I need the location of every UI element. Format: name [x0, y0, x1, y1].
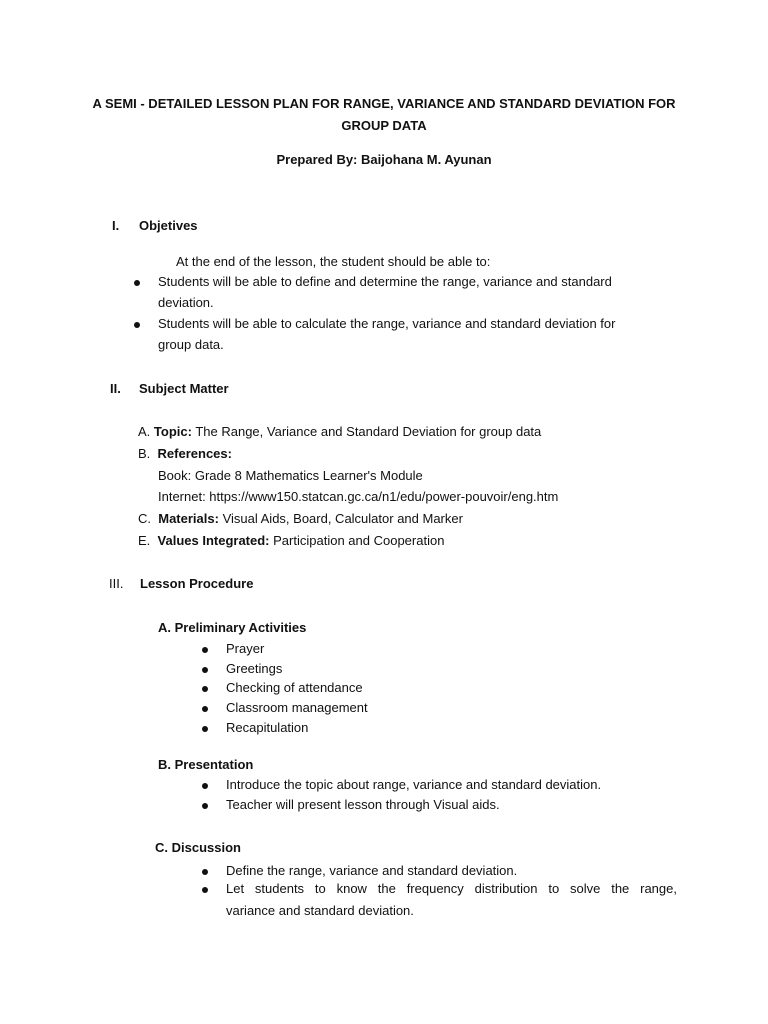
materials-value: Visual Aids, Board, Calculator and Marker — [222, 511, 463, 526]
bullet-icon — [202, 887, 208, 893]
materials-label: Materials: — [158, 511, 219, 526]
discussion-heading: C. Discussion — [155, 840, 241, 855]
materials-prefix: C. — [138, 511, 151, 526]
materials-line — [138, 511, 463, 527]
references-line — [138, 446, 232, 462]
references-prefix: B. — [138, 446, 151, 461]
reference-internet: Internet: https://www150.statcan.gc.ca/n1/edu/power-pouvoir/eng.htm — [158, 489, 559, 504]
discussion-item-2-line-1: Let students to know the frequency distribution to solve the range, — [226, 881, 677, 896]
objective-2-line-2: group data. — [158, 337, 224, 352]
objectives-intro: At the end of the lesson, the student should be able to: — [176, 254, 491, 269]
values-value: Participation and Cooperation — [273, 533, 445, 548]
preliminary-item: Checking of attendance — [226, 680, 363, 695]
section-numeral-subject-matter: II. — [110, 381, 121, 396]
prepared-by-name: Baijohana M. Ayunan — [361, 152, 492, 167]
bullet-icon — [202, 686, 208, 692]
references-label: References: — [157, 446, 232, 461]
section-heading-lesson-procedure: Lesson Procedure — [140, 576, 254, 591]
topic-prefix: A. — [138, 424, 151, 439]
bullet-icon — [202, 869, 208, 875]
title-line-1: A SEMI - DETAILED LESSON PLAN FOR RANGE, VARIANCE AND STANDARD DEVIATION FOR — [92, 96, 676, 111]
prepared-by-label: Prepared By: — [276, 152, 358, 167]
bullet-icon — [134, 280, 140, 286]
reference-book: Book: Grade 8 Mathematics Learner's Module — [158, 468, 423, 483]
bullet-icon — [202, 726, 208, 732]
values-prefix: E. — [138, 533, 151, 548]
objective-1-line-1: Students will be able to define and determine the range, variance and standard — [158, 274, 612, 289]
presentation-item: Teacher will present lesson through Visual aids. — [226, 797, 500, 812]
preliminary-heading: A. Preliminary Activities — [158, 620, 307, 635]
topic-value: The Range, Variance and Standard Deviation for group data — [195, 424, 542, 439]
topic-line — [138, 424, 541, 440]
bullet-icon — [202, 803, 208, 809]
section-numeral-lesson-procedure: III. — [109, 576, 124, 591]
title-line-2: GROUP DATA — [341, 118, 427, 133]
bullet-icon — [202, 783, 208, 789]
bullet-icon — [134, 322, 140, 328]
topic-label: Topic: — [153, 424, 192, 439]
preliminary-item: Recapitulation — [226, 720, 309, 735]
prepared-by — [0, 152, 768, 168]
discussion-item-2-line-2: variance and standard deviation. — [226, 903, 414, 918]
section-heading-subject-matter: Subject Matter — [139, 381, 229, 396]
values-label: Values Integrated: — [157, 533, 270, 548]
bullet-icon — [202, 706, 208, 712]
presentation-item: Introduce the topic about range, variance and standard deviation. — [226, 777, 602, 792]
values-line — [138, 533, 444, 549]
preliminary-item: Prayer — [226, 641, 265, 656]
presentation-heading: B. Presentation — [158, 757, 254, 772]
section-numeral-objectives: I. — [112, 218, 120, 233]
preliminary-item: Greetings — [226, 661, 283, 676]
objective-2-line-1: Students will be able to calculate the range, variance and standard deviation for — [158, 316, 616, 331]
section-heading-objectives: Objetives — [139, 218, 198, 233]
bullet-icon — [202, 667, 208, 673]
bullet-icon — [202, 647, 208, 653]
discussion-item-1: Define the range, variance and standard deviation. — [226, 863, 518, 878]
preliminary-item: Classroom management — [226, 700, 368, 715]
objective-1-line-2: deviation. — [158, 295, 214, 310]
